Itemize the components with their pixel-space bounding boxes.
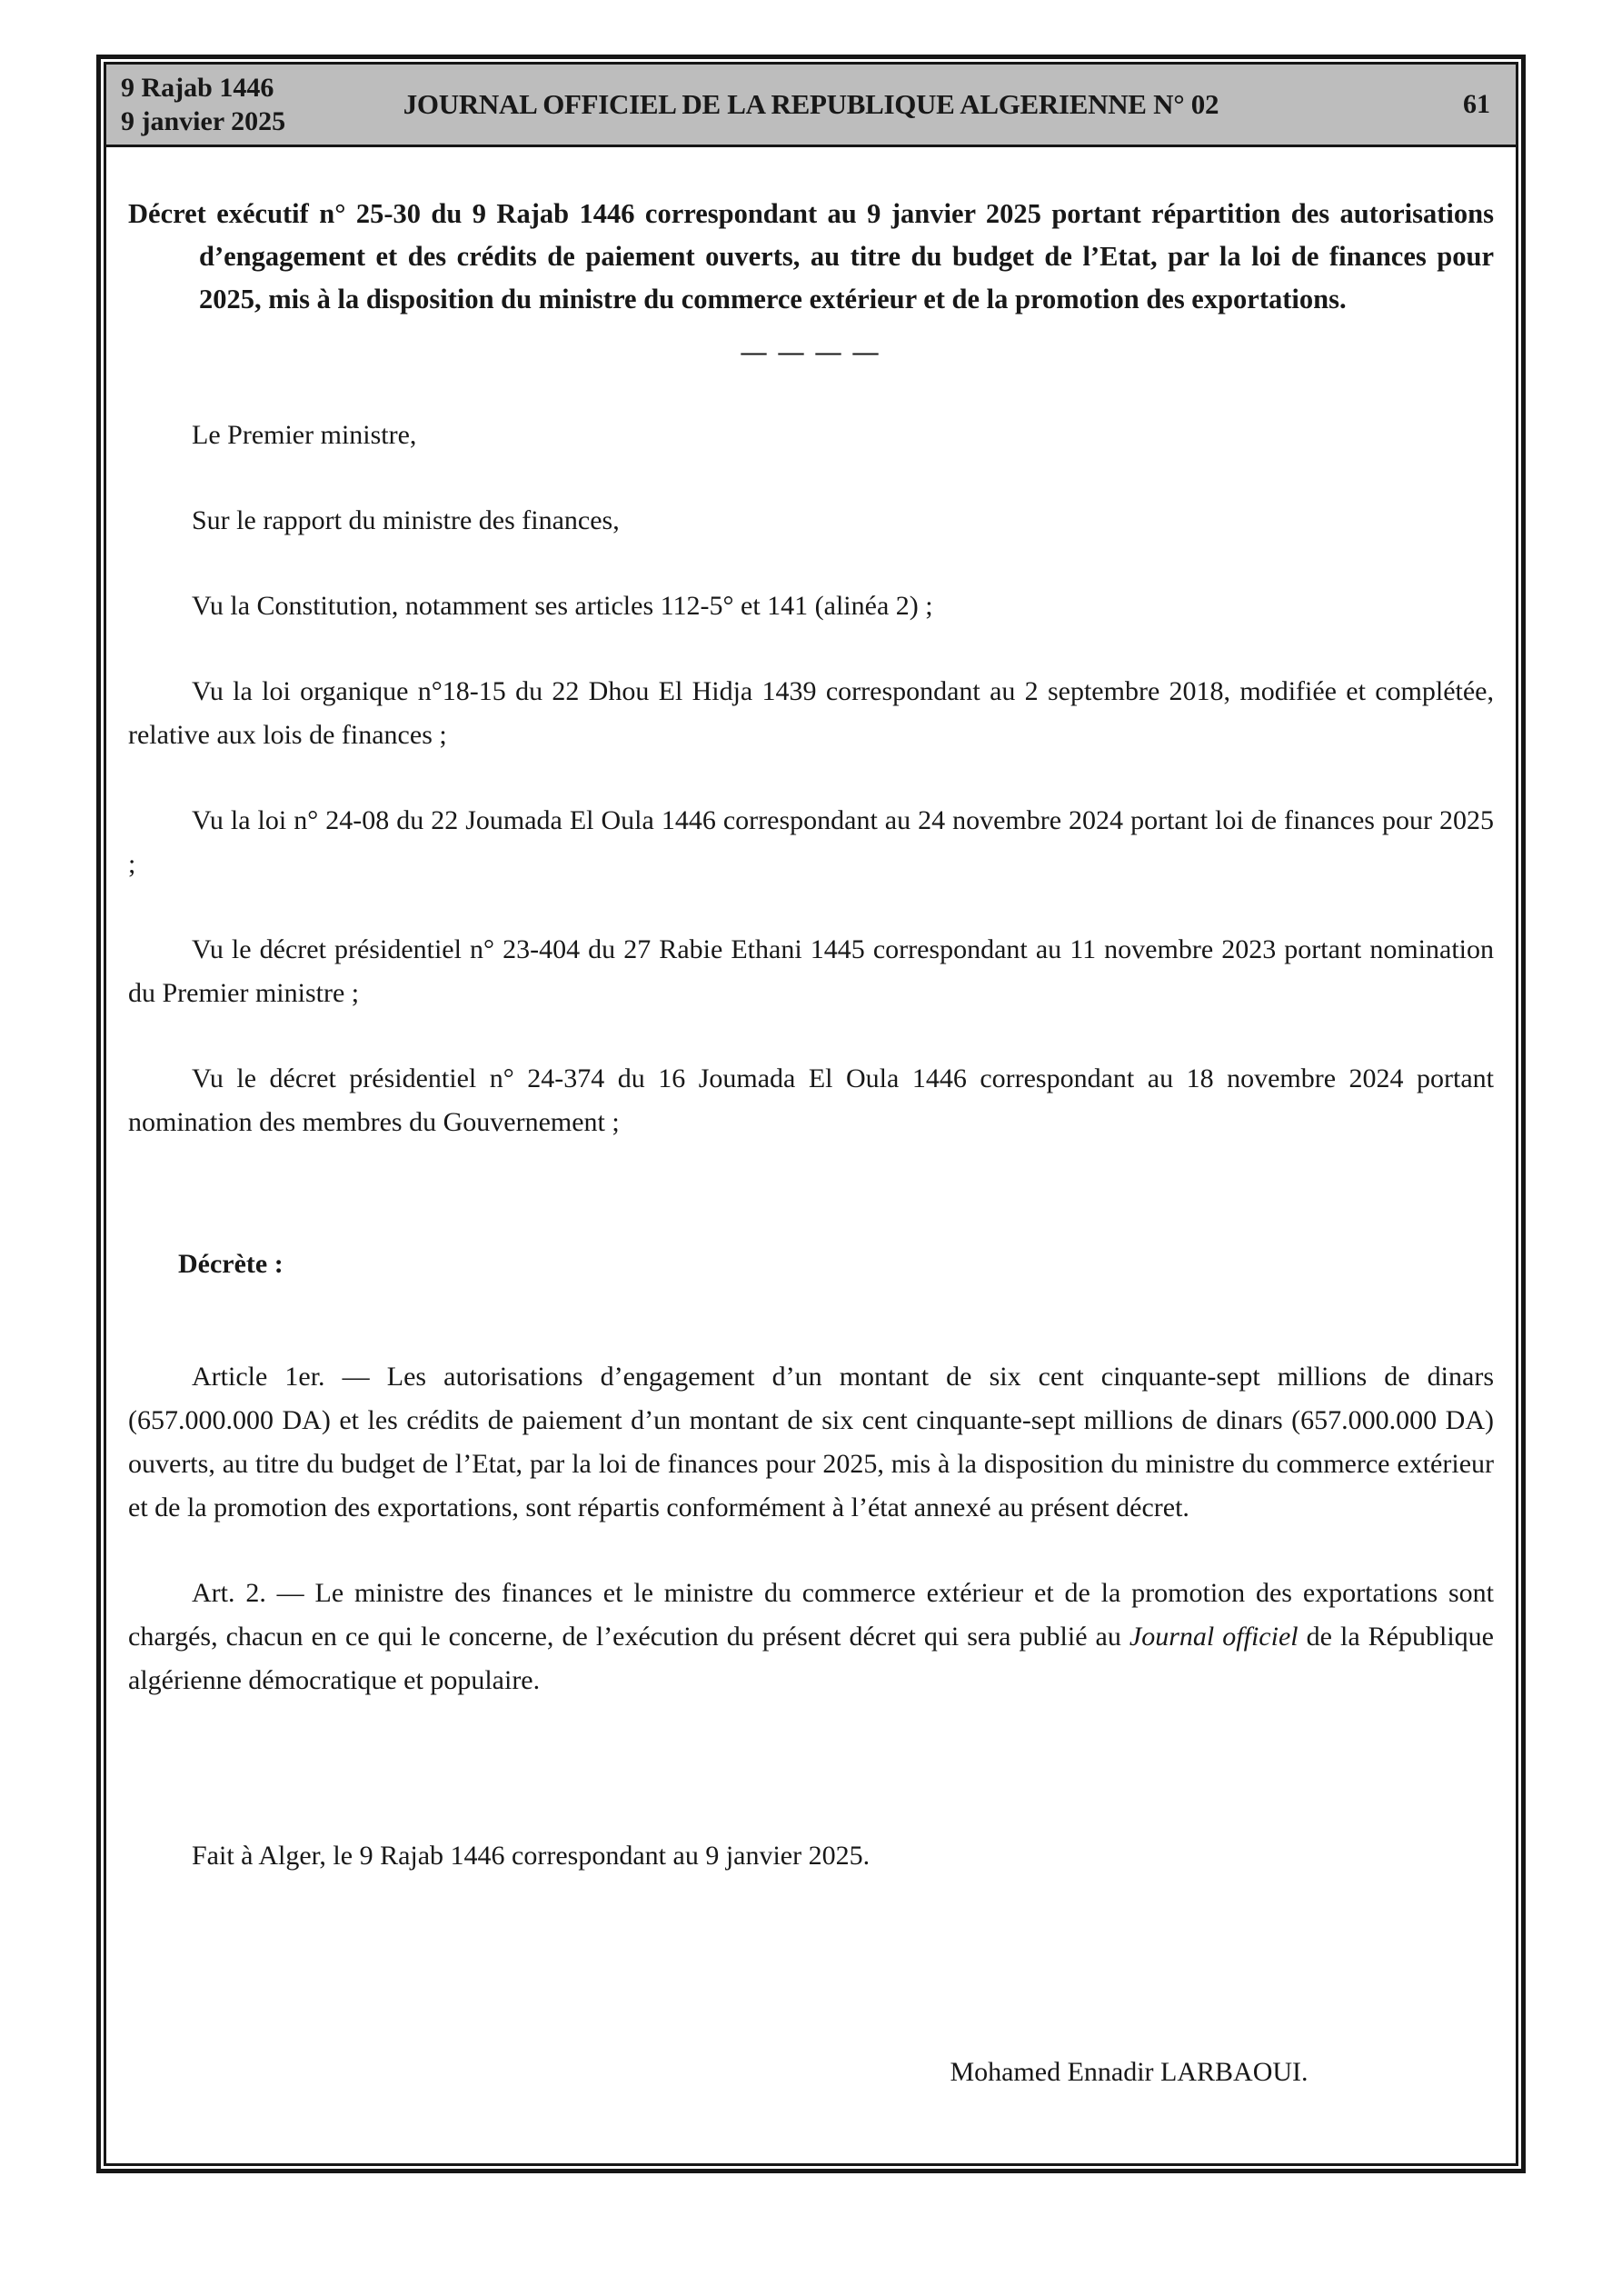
article-2-journal-officiel: Journal officiel [1129,1622,1299,1652]
gregorian-date: 9 janvier 2025 [121,106,286,136]
preamble-decret-23-404: Vu le décret présidentiel n° 23-404 du 27 Rabie Ethani 1445 correspondant au 11 novembre 2023 portant nomination du Premier ministre ; [128,934,1494,1008]
decree-title: Décret exécutif n° 25-30 du 9 Rajab 1446 correspondant au 9 janvier 2025 portant répartition des autorisations d’engagement et des crédits de paiement ouverts, au titre du budget de l’Etat, par la loi de finances pour 2025, mis à la disposition du ministre du commerce extérieur et de la promotion des exportations. [128,198,1494,314]
signature-place-date: Fait à Alger, le 9 Rajab 1446 correspondant au 9 janvier 2025. [192,1841,871,1871]
page-frame-outer [96,55,1526,2173]
preamble-decret-24-374: Vu le décret présidentiel n° 24-374 du 16 Joumada El Oula 1446 correspondant au 18 novembre 2024 portant nomination des membres du Gouvernement ; [128,1063,1494,1137]
article-2-text-before: Art. 2. — Le ministre des finances et le ministre du commerce extérieur et de la promotion des exportations sont chargés, chacun en ce qui le concerne, de l’exécution du présent décret qui sera publié au [128,1578,1494,1652]
page-header [106,65,1516,147]
page-number: 61 [1463,89,1490,119]
hijri-date: 9 Rajab 1446 [121,73,274,103]
article-2-text-after: de la République algérienne démocratique et populaire. [128,1622,1494,1695]
article-1: Article 1er. — Les autorisations d’engagement d’un montant de six cent cinquante-sept millions de dinars (657.000.000 DA) et les crédits de paiement d’un montant de six cent cinquante-sept millions de dinars (657.000.000 DA) ouverts, au titre du budget de l’Etat, par la loi de finances pour 2025, mis à la disposition du ministre du commerce extérieur et de la promotion des exportations, sont répartis conformément à l’état annexé au présent décret. [128,1362,1494,1522]
preamble-premier-ministre: Le Premier ministre, [192,420,417,450]
dash-separator: — — — — [741,338,881,366]
preamble-loi-organique: Vu la loi organique n°18-15 du 22 Dhou El Hidja 1439 correspondant au 2 septembre 2018, modifiée et complétée, relative aux lois de finances ; [128,676,1494,750]
preamble-constitution: Vu la Constitution, notamment ses articles 112-5° et 141 (alinéa 2) ; [192,591,933,621]
article-2 [128,1572,1494,1702]
header-dates [106,71,403,138]
signatory-name: Mohamed Ennadir LARBAOUI. [950,2057,1309,2087]
decree-body [106,147,1516,2121]
decrete-label: Décrète : [178,1249,284,1279]
preamble-rapport: Sur le rapport du ministre des finances, [192,505,620,535]
preamble-loi-finances: Vu la loi n° 24-08 du 22 Joumada El Oula 1446 correspondant au 24 novembre 2024 portant loi de finances pour 2025 ; [128,805,1494,879]
journal-title: JOURNAL OFFICIEL DE LA REPUBLIQUE ALGERIENNE N° 02 [403,88,1219,120]
page-frame-inner [104,62,1518,2166]
